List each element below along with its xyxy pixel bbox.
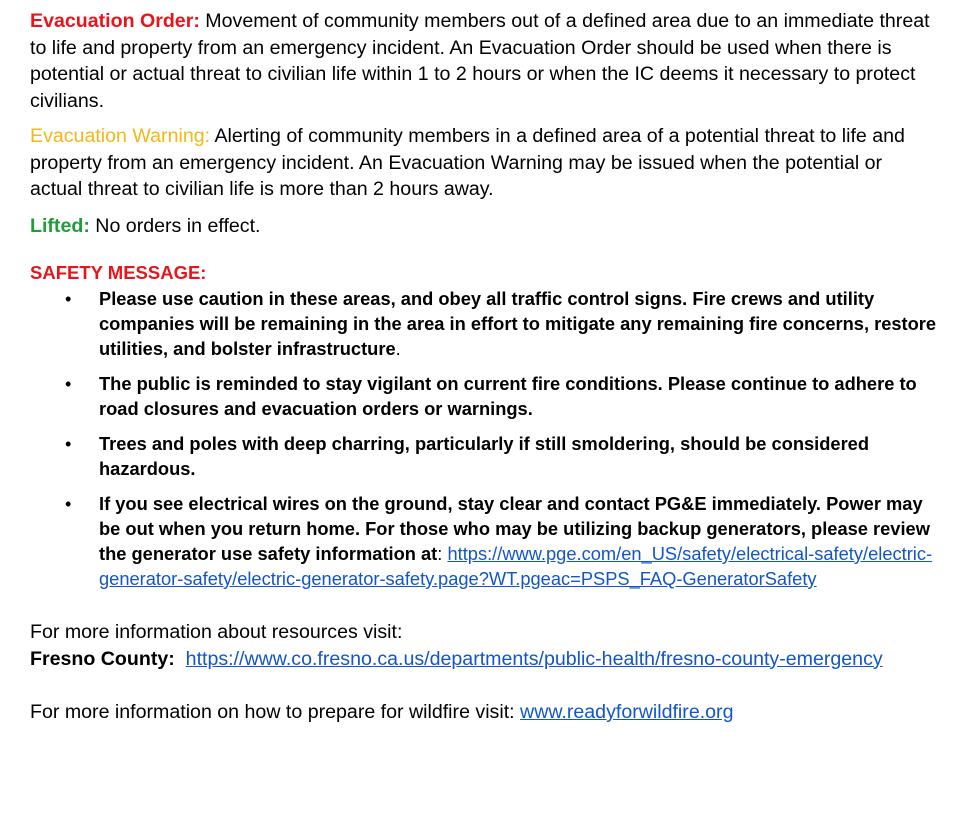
safety-item xyxy=(30,431,938,481)
safety-message-title: SAFETY MESSAGE: xyxy=(30,262,207,283)
bullet-icon: • xyxy=(65,288,72,309)
wildfire-text: For more information on how to prepare for wildfire visit: xyxy=(30,701,521,723)
safety-item xyxy=(30,491,938,591)
resources-section xyxy=(30,619,938,672)
safety-item xyxy=(30,286,938,361)
resources-intro: For more information about resources visit: xyxy=(30,621,403,643)
safety-item-tail: : xyxy=(437,543,448,564)
generator-safety-link[interactable]: https://www.pge.com/en_US/safety/electrical-safety/electric-generator-safety/electric-generator-safety.page?WT.pgeac=PSPS_FAQ-GeneratorSafety xyxy=(99,543,933,589)
fresno-county-line xyxy=(30,646,938,673)
evacuation-warning-definition xyxy=(30,123,938,203)
lifted-definition xyxy=(30,213,938,240)
safety-item xyxy=(30,371,938,421)
safety-item-tail: . xyxy=(395,338,401,359)
bullet-icon: • xyxy=(65,493,72,514)
safety-item-text: Please use caution in these areas, and obey all traffic control signs. Fire crews and utility companies will be remaining in the area in effort to mitigate any remaining fire concerns, restore utilities, and bolster infrastructure xyxy=(99,288,937,359)
evacuation-warning-term: Evacuation Warning: xyxy=(30,125,211,147)
evacuation-warning-text: Alerting of community members in a defined area of a potential threat to life and property from an emergency incident. An Evacuation Warning may be issued when the potential or actual threat to civilian life is more than 2 hours away. xyxy=(30,125,905,200)
evacuation-order-definition xyxy=(30,8,938,114)
bullet-icon: • xyxy=(65,433,72,454)
lifted-text: No orders in effect. xyxy=(89,214,261,237)
safety-item-text: The public is reminded to stay vigilant on current fire conditions. Please continue to adhere to road closures and evacuation orders or warnings. xyxy=(99,373,917,419)
evacuation-order-term: Evacuation Order: xyxy=(30,10,200,32)
safety-message-list xyxy=(30,286,938,591)
safety-item-text: If you see electrical wires on the ground, stay clear and contact PG&E immediately. Power may be out when you return home. For those who may be utilizing backup generators, please review the generator use safety information at xyxy=(99,493,930,564)
evacuation-order-text: Movement of community members out of a defined area due to an immediate threat to life and property from an emergency incident. An Evacuation Order should be used when there is potential or actual threat to civilian life within 1 to 2 hours or when the IC deems it necessary to protect civilians. xyxy=(30,10,930,112)
fresno-county-label: Fresno County: xyxy=(30,647,175,670)
safety-item-text: Trees and poles with deep charring, particularly if still smoldering, should be considered hazardous. xyxy=(99,433,870,479)
wildfire-section xyxy=(30,699,938,726)
fresno-county-link[interactable]: https://www.co.fresno.ca.us/departments/public-health/fresno-county-emergency xyxy=(185,647,883,670)
lifted-term: Lifted: xyxy=(30,214,90,237)
ready-for-wildfire-link[interactable]: www.readyforwildfire.org xyxy=(520,701,734,723)
bullet-icon: • xyxy=(65,373,72,394)
